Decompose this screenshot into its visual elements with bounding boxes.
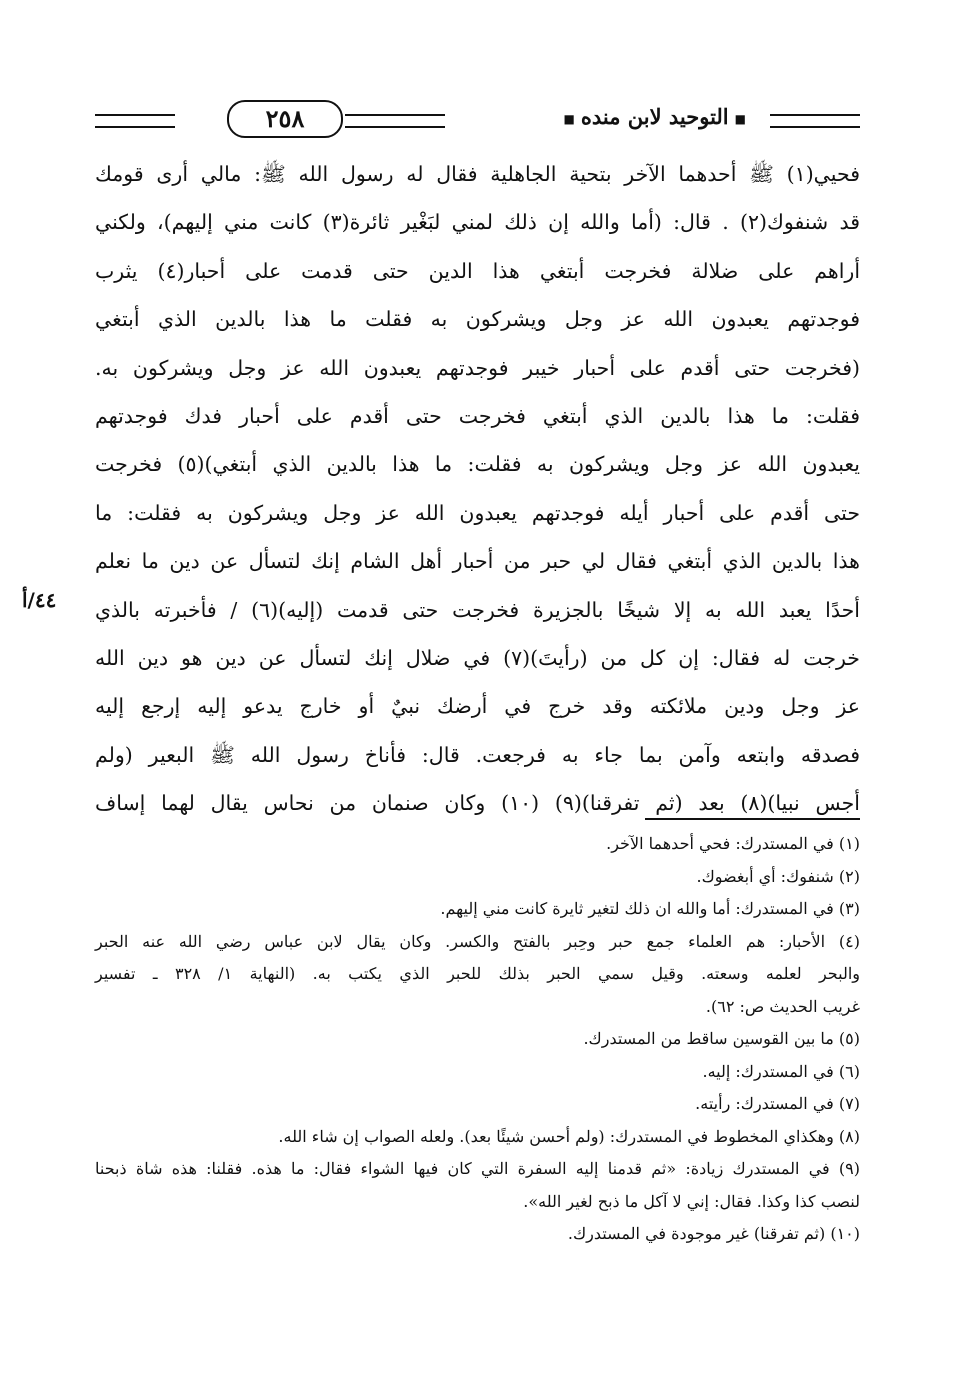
footnote: (٢) شنفوك: أي أبغضوك. [696,866,860,886]
header-bullet-icon: ■ [563,111,575,126]
footnote-continuation: والبحر لعلمه وسعته. وقيل سمي الحبر بذلك للحبر الذي يكتب به. (النهاية ١/ ٣٢٨ ـ تفسير [95,964,861,983]
text-line: فحيي(١) ﷺ أحدهما الآخر بتحية الجاهلية فقال له رسول الله ﷺ: مالي أرى قومك [95,162,860,186]
header-title-text: التوحيد لابن منده [580,104,729,129]
footnote: (٦) في المستدرك: إليه. [702,1061,860,1081]
text-line: فقلت: ما هذا بالدين الذي أبتغي فخرجت حتى أقدم على أحبار فدك فوجدتهم [95,403,860,428]
text-line: (فخرجت حتى أقدم على أحبار خيبر فوجدتهم يعبدون الله عز وجل ويشركون به. [95,355,860,380]
footnote-continuation: غريب الحديث ص: ٦٢). [705,996,860,1016]
text-line: فوجدتهم يعبدون الله عز وجل ويشركون به فقلت ما هذا بالدين الذي أبتغي [95,307,860,332]
footnote: (٩) في المستدرك زيادة: «ثم قدمنا إليه السفرة التي كان فيها الشواء فقال: ما هذه. فقلنا: هذه شاة ذبحنا [95,1159,860,1178]
header-title [558,104,753,129]
footnote: (٧) في المستدرك: رأيته. [695,1094,860,1113]
manuscript-folio-marker: ٤٤/أ [22,588,57,612]
text-line: خرجت له فقال: إن كل من (رأيتَ)(٧) في ضلال إنك لتسأل عن دين هو دين الله [95,645,860,670]
text-line: هذا بالدين الذي أبتغي فقال لي حبر من أحبار أهل الشام إنك لتسأل عن دين ما نعلم [95,549,860,574]
main-text [95,150,860,827]
footnote: (٤) الأحبار: هم العلماء جمع حبر وحِبر بالفتح والكسر. وكان يقال لابن عباس رضي الله عنه الحبر [95,931,860,951]
footnote: (١٠) (ثم تفرقنا) غير موجودة في المستدرك. [567,1224,860,1243]
header-rule-left [95,114,175,128]
footnote: (٣) في المستدرك: أما والله ان ذلك لتغير ثايرة كانت مني إليهم. [440,899,860,918]
text-line: فصدقه وابتعه وآمن بما جاء به فرجعت. قال: فأناخ رسول الله ﷺ البعير (ولم [95,742,860,767]
text-line: أراهم على ضلالة فخرجت أبتغي هذا الدين حتى قدمت على أحبار(٤) يثرب [95,258,860,283]
header-rule-right [770,114,860,128]
page-number: ٢٥٨ [227,100,343,138]
text-line: يعبدون الله عز وجل ويشركون به فقلت: ما هذا بالدين الذي أبتغي)(٥) فخرجت [95,452,860,477]
footnote-continuation: لنصب كذا وكذا. فقال: إني لا آكل ما ذبح لغير الله». [523,1191,860,1211]
header-rule-middle [345,114,445,128]
header-bullet-icon: ■ [734,111,746,126]
footnotes [95,828,860,1251]
text-line: عز وجل ودين ملائكته وقد خرج في أرضك نبيٌ أو خارج يدعو إليه إرجع إليه [95,694,860,719]
text-line: قد شنفوك(٢) . قال: (أما والله إن ذلك لمني لبَغْير ثائرة(٣) كانت مني إليهم)، ولكني [95,210,860,235]
footnote: (١) في المستدرك: فحي أحدهما الآخر. [606,834,860,853]
text-line: أحدًا يعبد الله به إلا شيخًا بالجزيرة فخرجت حتى قدمت (إليه)(٦) / فأخبرته بالذي [95,597,860,622]
footnote-divider [645,818,860,820]
text-line: حتى أقدم على أحبار أيله فوجدتهم يعبدون الله عز وجل ويشركون به فقلت: ما [95,500,860,525]
text-line: أجس نبيا)(٨) بعد (ثم تفرقنا)(٩) (١٠) وكان صنمان من نحاس يقال لهما إساف [95,791,860,816]
running-header [95,100,860,140]
footnote: (٥) ما بين القوسين ساقط من المستدرك. [583,1029,860,1048]
footnote: (٨) وهكذاي المخطوط في المستدرك: (ولم أحسن شيئًا بعد). ولعله الصواب إن شاء الله. [278,1126,860,1146]
